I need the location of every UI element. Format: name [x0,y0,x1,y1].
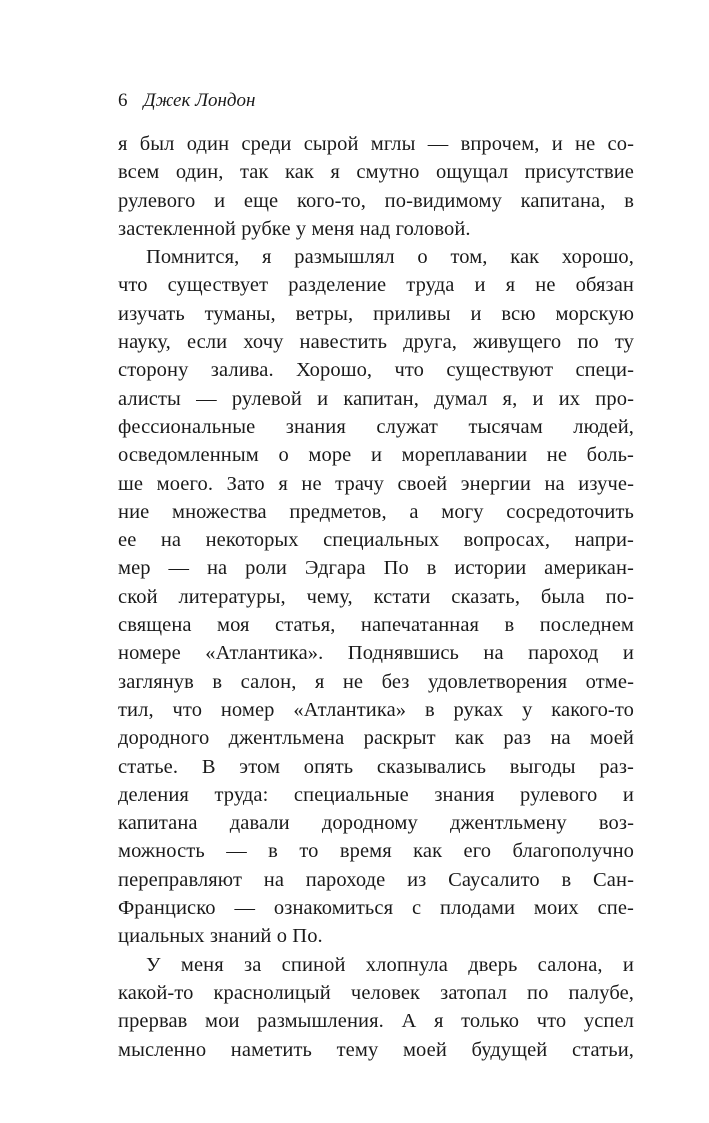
running-head-author: Джек Лондон [143,90,256,111]
text-line: ние множества предметов, а могу сосредоточить [118,500,634,523]
text-line: статье. В этом опять сказывались выгоды раз- [118,755,634,778]
text-line: переправляют на пароходе из Саусалито в Сан- [118,868,634,891]
text-line: дородного джентльмена раскрыт как раз на моей [118,727,634,750]
text-body [118,130,634,1064]
text-line: фессиональные знания служат тысячам людей, [118,415,634,438]
text-line: можность — в то время как его благополучно [118,840,634,863]
text-line: мысленно наметить тему моей будущей статьи, [118,1038,634,1061]
text-line: тил, что номер «Атлантика» в руках у какого-то [118,698,634,721]
text-line: я был один среди сырой мглы — впрочем, и не со- [118,133,634,155]
text-line: алисты — рулевой и капитан, думал я, и их про- [118,387,634,410]
text-line: ской литературы, чему, кстати сказать, была по- [118,585,634,608]
book-page [118,0,634,1123]
text-line: номере «Атлантика». Поднявшись на пароход и [118,642,634,665]
text-line: какой-то краснолицый человек затопал по палубе, [118,981,634,1004]
text-line: мер — на роли Эдгара По в истории американ- [118,557,634,580]
text-line: циальных знаний о По. [118,925,323,948]
text-line: Помнится, я размышлял о том, как хорошо, [146,246,634,269]
text-line: Франциско — ознакомиться с плодами моих спе- [118,897,634,920]
text-line: прервав мои размышления. А я только что успел [118,1010,634,1033]
text-line: ее на некоторых специальных вопросах, напри- [118,529,634,552]
text-line: всем один, так как я смутно ощущал присутствие [118,161,634,184]
text-line: священа моя статья, напечатанная в последнем [118,614,634,637]
running-head [118,90,255,114]
text-line: заглянув в салон, я не без удовлетворения отме- [118,670,634,693]
text-line: науку, если хочу навестить друга, живущего по ту [118,331,634,354]
text-line: что существует разделение труда и я не обязан [118,274,634,297]
text-line: изучать туманы, ветры, приливы и всю морскую [118,302,634,325]
text-line: сторону залива. Хорошо, что существуют специ- [118,359,634,382]
text-line: осведомленным о море и мореплавании не боль- [118,444,634,467]
text-line: застекленной рубке у меня над головой. [118,217,471,240]
text-line: ше моего. Зато я не трачу своей энергии на изуче- [118,472,634,495]
text-line: рулевого и еще кого-то, по-видимому капитана, в [118,189,634,212]
text-line: капитана давали дородному джентльмену воз- [118,812,634,835]
page-number: 6 [118,90,128,111]
text-line: У меня за спиной хлопнула дверь салона, и [146,953,634,976]
text-line: деления труда: специальные знания рулевого и [118,783,634,806]
